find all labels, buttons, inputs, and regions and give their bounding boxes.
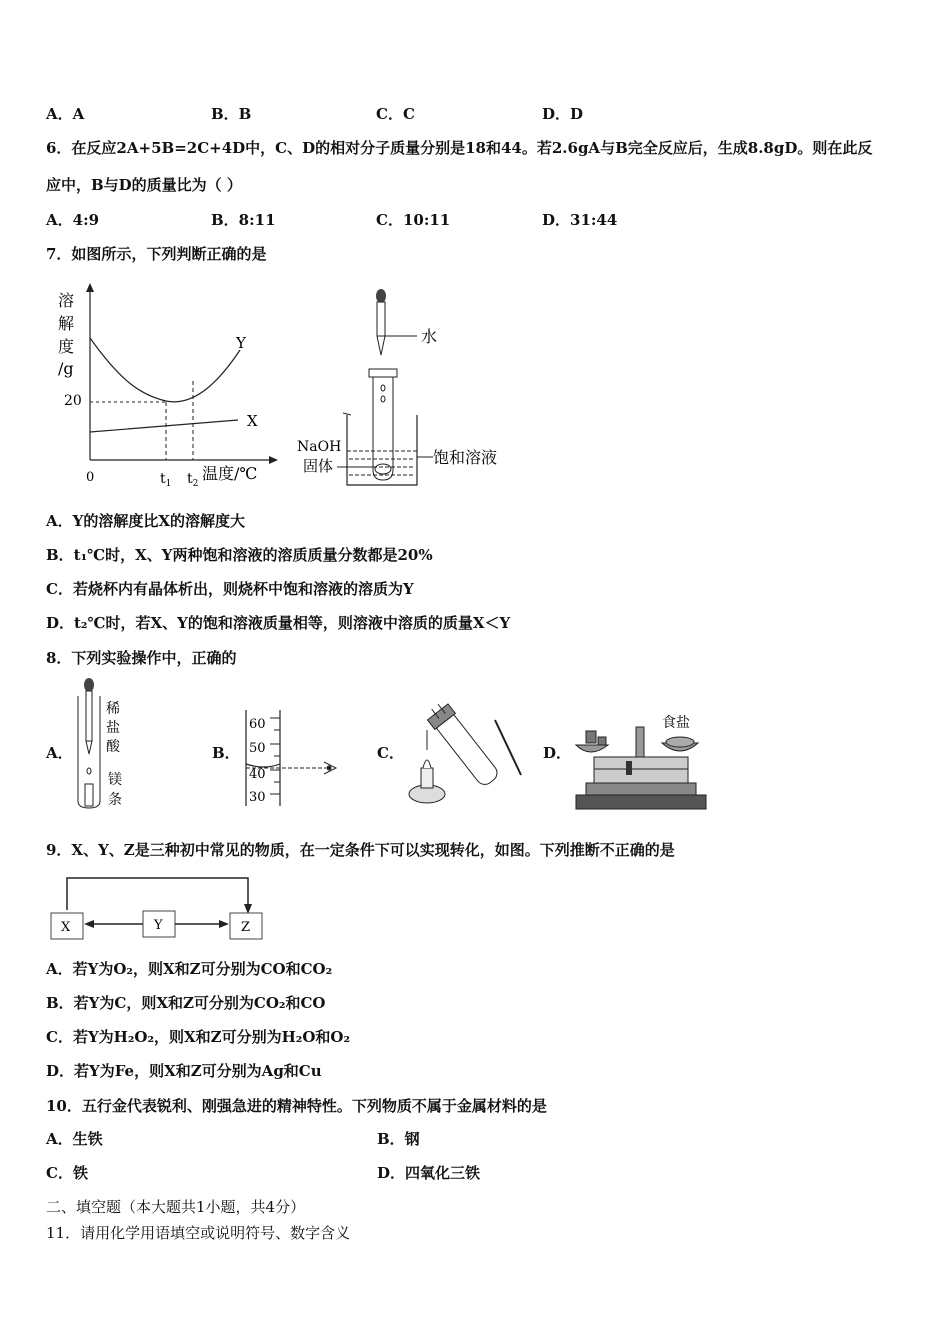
q6-stem-line1: 6．在反应2A+5B=2C+4D中，C、D的相对分子质量分别是18和44。若2.6gA与B完全反应后，生成8.8gD。则在此反 bbox=[46, 139, 873, 157]
q7-line-x-label: X bbox=[247, 412, 258, 430]
q8-stem: 8．下列实验操作中，正确的 bbox=[46, 649, 237, 667]
q8-a-mg-1: 镁 bbox=[108, 772, 122, 788]
q8-figure-d bbox=[572, 713, 712, 813]
q9-conversion-diagram bbox=[46, 872, 271, 944]
q8-figure-c bbox=[403, 690, 533, 810]
q10-option-b: B．钢 bbox=[377, 1130, 420, 1148]
q7-line-x bbox=[90, 420, 238, 432]
q7-option-b: B．t₁℃时，X、Y两种饱和溶液的溶质质量分数都是20% bbox=[46, 546, 433, 564]
q8-b-tick-50: 50 bbox=[249, 741, 266, 756]
q7-solubility-graph bbox=[50, 280, 280, 490]
q9-option-b: B．若Y为C，则X和Z可分别为CO₂和CO bbox=[46, 994, 326, 1012]
q10-option-d: D．四氧化三铁 bbox=[377, 1164, 481, 1182]
q11-stem: 11．请用化学用语填空或说明符号、数字含义 bbox=[46, 1224, 351, 1242]
q7-stem: 7．如图所示，下列判断正确的是 bbox=[46, 245, 267, 263]
q7-ylabel-4: /g bbox=[58, 359, 74, 378]
q7-option-c: C．若烧杯内有晶体析出，则烧杯中饱和溶液的溶质为Y bbox=[46, 580, 414, 598]
q6-option-a: A．4:9 bbox=[46, 211, 100, 229]
q6-option-b: B．8:11 bbox=[211, 211, 276, 229]
q7-t1-label: $t_1$ bbox=[160, 471, 172, 489]
q10-option-c: C．铁 bbox=[46, 1164, 88, 1182]
q9-box-y-label: Y bbox=[154, 918, 163, 933]
q6-stem-line2: 应中，B与D的质量比为（ ） bbox=[46, 176, 242, 194]
q6-option-d: D．31:44 bbox=[542, 211, 618, 229]
q8-label-b: B． bbox=[212, 744, 240, 762]
q5-option-d: D．D bbox=[542, 105, 584, 123]
q8-figure-a bbox=[68, 676, 138, 811]
q7-naoh-line1: NaOH bbox=[297, 439, 342, 455]
q7-y-tick-20: 20 bbox=[64, 393, 82, 409]
q7-saturated-label: 饱和溶液 bbox=[433, 448, 498, 467]
q7-ylabel-3: 度 bbox=[58, 337, 75, 356]
q5-option-c: C．C bbox=[376, 105, 415, 123]
q6-option-c: C．10:11 bbox=[376, 211, 451, 229]
q9-box-x-label: X bbox=[61, 920, 71, 935]
q8-b-tick-30: 30 bbox=[249, 790, 266, 805]
q8-d-salt-label: 食盐 bbox=[662, 715, 690, 731]
q8-figure-b bbox=[240, 706, 345, 811]
q9-option-a: A．若Y为O₂，则X和Z可分别为CO和CO₂ bbox=[46, 960, 333, 978]
q7-water-label: 水 bbox=[421, 327, 438, 346]
q8-a-acid-1: 稀 bbox=[106, 701, 120, 717]
q7-ylabel-1: 溶 bbox=[58, 291, 75, 310]
q10-option-a: A．生铁 bbox=[46, 1130, 103, 1148]
q8-b-tick-40: 40 bbox=[249, 767, 266, 782]
section2-title: 二、填空题（本大题共1小题，共4分） bbox=[46, 1198, 306, 1216]
q10-stem: 10．五行金代表锐利、刚强急进的精神特性。下列物质不属于金属材料的是 bbox=[46, 1097, 547, 1115]
q9-option-d: D．若Y为Fe，则X和Z可分别为Ag和Cu bbox=[46, 1062, 322, 1080]
q9-option-c: C．若Y为H₂O₂，则X和Z可分别为H₂O和O₂ bbox=[46, 1028, 351, 1046]
q8-label-c: C． bbox=[377, 744, 404, 762]
q7-curve-y bbox=[90, 338, 240, 402]
q9-box-z-label: Z bbox=[241, 920, 251, 935]
q7-option-a: A．Y的溶解度比X的溶解度大 bbox=[46, 512, 245, 530]
q5-option-b: B．B bbox=[211, 105, 252, 123]
q7-option-d: D．t₂℃时，若X、Y的饱和溶液质量相等，则溶液中溶质的质量X＜Y bbox=[46, 614, 511, 632]
q8-label-d: D． bbox=[543, 744, 572, 762]
q8-a-acid-3: 酸 bbox=[106, 739, 120, 755]
q7-origin: 0 bbox=[86, 470, 95, 485]
q7-naoh-line2: 固体 bbox=[303, 457, 334, 475]
q5-option-a: A．A bbox=[46, 105, 85, 123]
q8-a-mg-2: 条 bbox=[108, 792, 122, 808]
q7-apparatus bbox=[295, 287, 510, 492]
q7-t2-label: $t_2$ bbox=[187, 471, 199, 489]
q8-a-acid-2: 盐 bbox=[106, 720, 120, 736]
q7-xlabel: 温度/℃ bbox=[202, 464, 258, 483]
q7-curve-y-label: Y bbox=[236, 334, 246, 352]
q9-stem: 9．X、Y、Z是三种初中常见的物质，在一定条件下可以实现转化，如图。下列推断不正确的是 bbox=[46, 841, 675, 859]
q8-label-a: A． bbox=[46, 744, 73, 762]
q7-ylabel-2: 解 bbox=[58, 314, 75, 333]
q8-b-tick-60: 60 bbox=[249, 717, 266, 732]
